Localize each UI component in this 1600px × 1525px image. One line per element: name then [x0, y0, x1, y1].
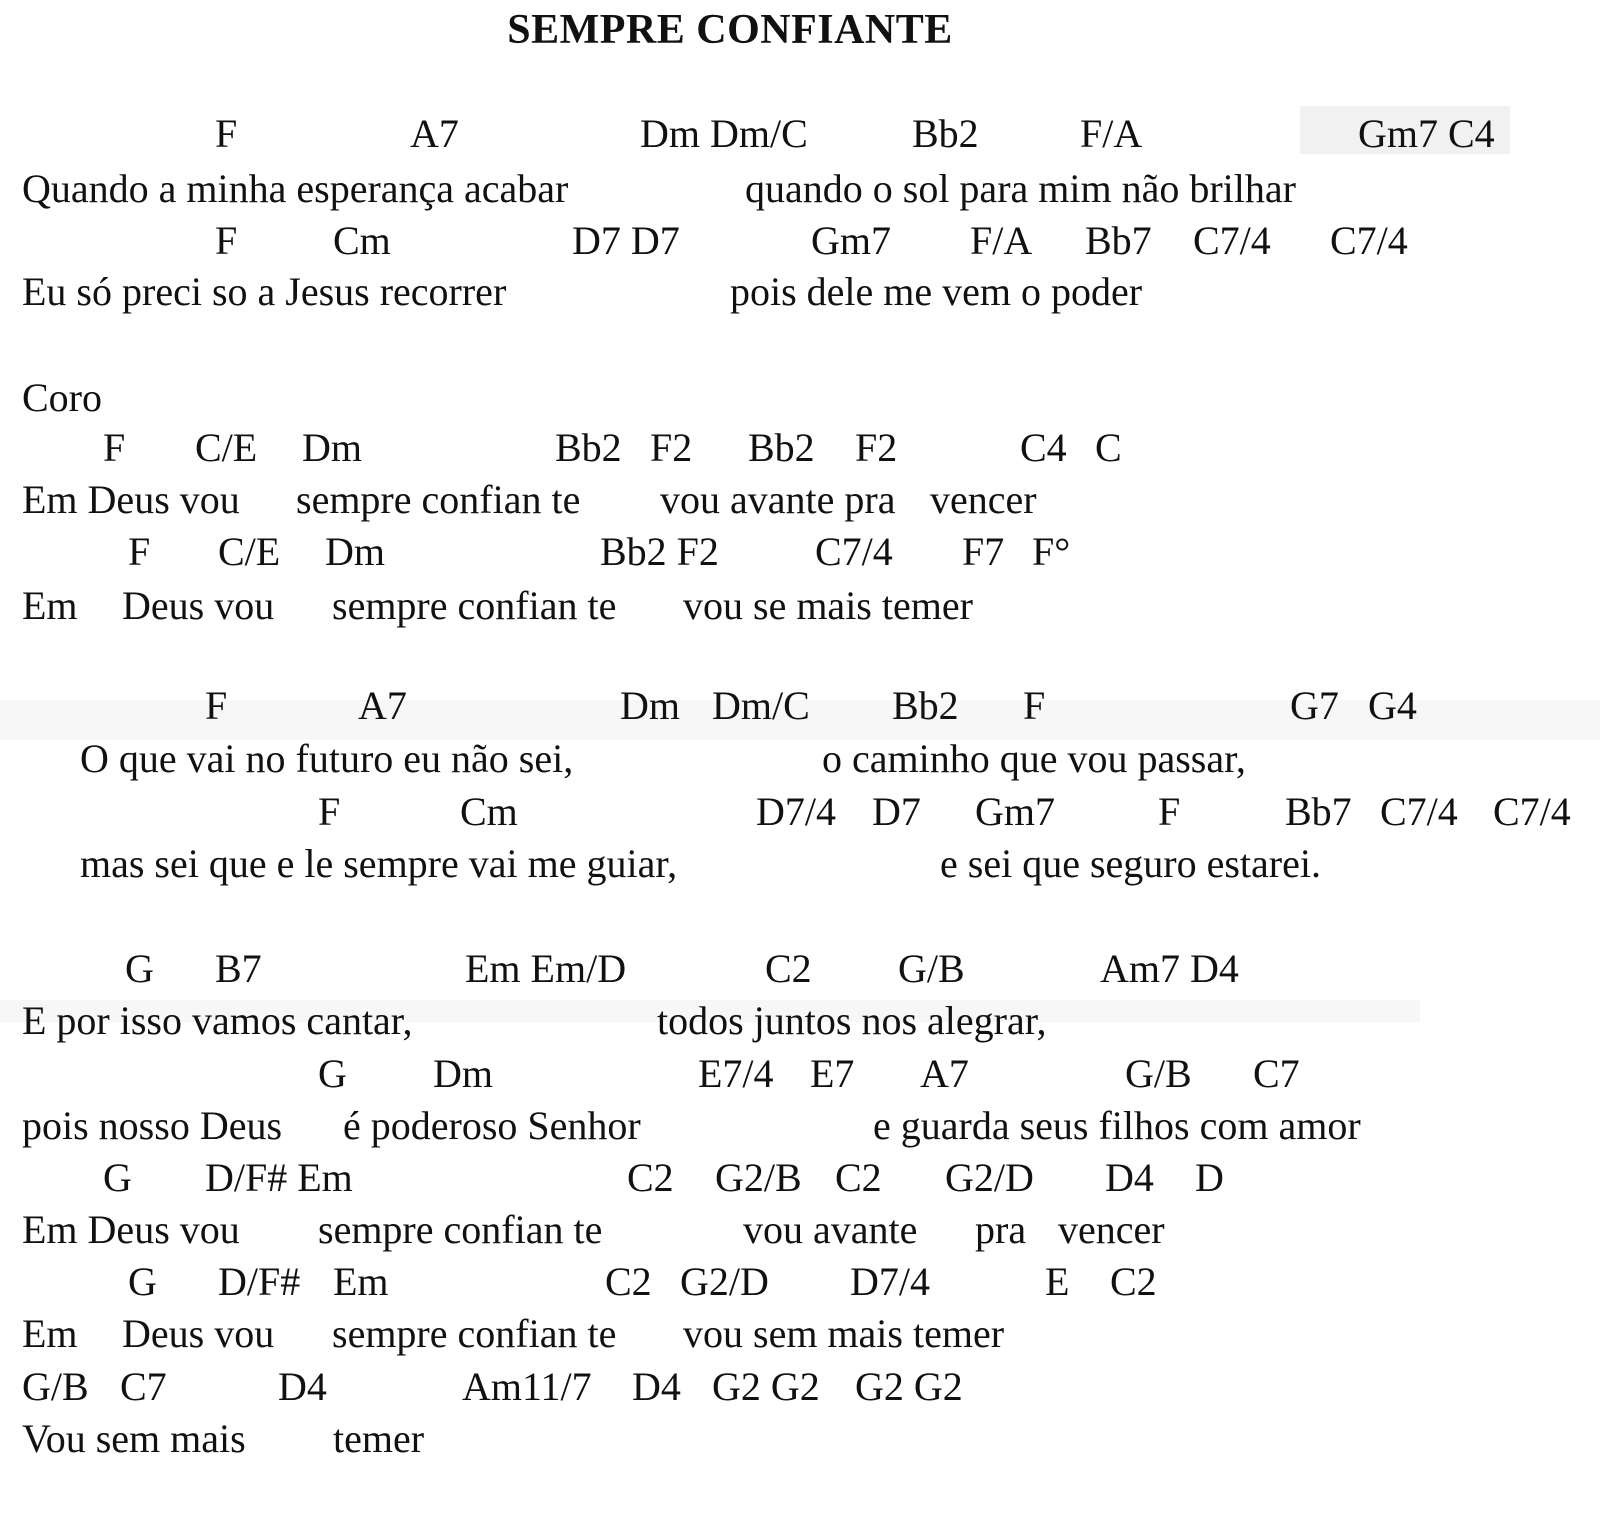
chord: C/E — [218, 529, 281, 574]
lyric-segment: vou se mais temer — [683, 583, 973, 628]
lyric-segment: Eu só preci so a Jesus recorrer — [22, 269, 507, 314]
chord: F — [128, 529, 151, 574]
lyric-segment: vou sem mais temer — [683, 1311, 1005, 1356]
lyric-segment: Quando a minha esperança acabar — [22, 166, 569, 211]
lyric-line — [0, 1310, 1005, 1358]
chord: C7/4 — [1380, 789, 1458, 834]
chord: F — [215, 111, 238, 156]
chord: A7 — [920, 1051, 969, 1096]
lyric-segment: Em — [22, 1311, 78, 1356]
lyric-segment: pois dele me vem o poder — [730, 269, 1143, 314]
chord: Dm/C — [712, 683, 810, 728]
chorus-label: Coro — [22, 375, 102, 420]
chord: D — [1195, 1155, 1224, 1200]
lyric-line — [0, 582, 973, 630]
chord: C2 — [605, 1259, 652, 1304]
chord-line — [0, 682, 1417, 730]
chord: Bb2 F2 — [600, 529, 719, 574]
chord: D4 — [278, 1364, 327, 1409]
lyric-segment: pra — [975, 1207, 1027, 1252]
chord: Em — [333, 1259, 389, 1304]
lyric-segment: pois nosso Deus — [22, 1103, 283, 1148]
chord: C2 — [835, 1155, 882, 1200]
lyric-segment: todos juntos nos alegrar, — [657, 998, 1047, 1043]
chord: G — [103, 1155, 132, 1200]
chord: F — [215, 218, 238, 263]
chord: D7 D7 — [572, 218, 680, 263]
chord: D/F# Em — [205, 1155, 353, 1200]
chord-line — [0, 1050, 1300, 1098]
chord: F/A — [1080, 111, 1143, 156]
lyric-line — [0, 476, 1037, 524]
chord: G2/D — [680, 1259, 769, 1304]
chord: F° — [1032, 529, 1071, 574]
chord: D7/4 — [756, 789, 836, 834]
chord: G — [125, 946, 154, 991]
chord: C2 — [765, 946, 812, 991]
chord: C2 — [627, 1155, 674, 1200]
chord: Bb2 — [912, 111, 979, 156]
chord: G2/D — [945, 1155, 1034, 1200]
chord: C7 — [1253, 1051, 1300, 1096]
lyric-segment: O que vai no futuro eu não sei, — [80, 736, 574, 781]
chord: C2 — [1110, 1259, 1157, 1304]
lyric-segment: quando o sol para mim não brilhar — [745, 166, 1296, 211]
chord: Bb7 — [1285, 789, 1352, 834]
chord: Gm7 — [811, 218, 891, 263]
chord: Gm7 — [975, 789, 1055, 834]
lyric-segment: o caminho que vou passar, — [822, 736, 1246, 781]
chord: Gm7 C4 — [1358, 111, 1495, 156]
chord: D4 — [1105, 1155, 1154, 1200]
chord: D/F# — [218, 1259, 301, 1304]
chord: F — [103, 425, 126, 470]
chord-line — [0, 788, 1571, 836]
lyric-segment: Vou sem mais — [22, 1416, 246, 1461]
chord: Dm — [620, 683, 680, 728]
lyric-segment: é poderoso Senhor — [343, 1103, 641, 1148]
chord: Cm — [460, 789, 518, 834]
lyric-line — [0, 997, 1047, 1045]
lyric-segment: sempre confian te — [332, 583, 617, 628]
chord: Em Em/D — [465, 946, 627, 991]
chord: C7/4 — [815, 529, 893, 574]
lyric-segment: mas sei que e le sempre vai me guiar, — [80, 841, 678, 886]
chord: C4 — [1020, 425, 1067, 470]
chord: G/B — [898, 946, 965, 991]
chord: G4 — [1368, 683, 1417, 728]
lyric-line — [0, 165, 1296, 213]
lyric-segment: sempre confian te — [318, 1207, 603, 1252]
chord: D4 — [632, 1364, 681, 1409]
chord: Bb2 — [555, 425, 622, 470]
lyric-line — [0, 1206, 1165, 1254]
chord: F — [1023, 683, 1046, 728]
chord: F/A — [970, 218, 1033, 263]
chord: F — [318, 789, 341, 834]
chord: Bb2 — [892, 683, 959, 728]
lyric-segment: e sei que seguro estarei. — [940, 841, 1321, 886]
chord: G/B — [1125, 1051, 1192, 1096]
chord-line — [0, 1154, 1224, 1202]
song-title: SEMPRE CONFIANTE — [507, 7, 953, 53]
lyric-line — [0, 1102, 1361, 1150]
chord: F2 — [650, 425, 693, 470]
chord: Dm Dm/C — [640, 111, 808, 156]
chord-line — [0, 217, 1408, 265]
chord: A7 — [410, 111, 459, 156]
chord: C7 — [120, 1364, 167, 1409]
lyric-segment: vou avante pra — [660, 477, 896, 522]
chord: C/E — [195, 425, 258, 470]
chord: Dm — [433, 1051, 493, 1096]
lyric-line — [0, 1415, 425, 1463]
chord: C7/4 — [1330, 218, 1408, 263]
lyric-segment: E por isso vamos cantar, — [22, 998, 413, 1043]
chord: G2/B — [715, 1155, 802, 1200]
chord-line — [0, 1258, 1157, 1306]
chord: Bb2 — [748, 425, 815, 470]
chord: C7/4 — [1493, 789, 1571, 834]
chord: Am11/7 — [462, 1364, 592, 1409]
chord-line — [0, 945, 1239, 993]
chord-line — [0, 424, 1122, 472]
lyric-segment: e guarda seus filhos com amor — [873, 1103, 1361, 1148]
lyric-segment: Em Deus vou — [22, 477, 240, 522]
chord: F7 — [962, 529, 1005, 574]
lyric-line — [0, 735, 1246, 783]
chord: E — [1045, 1259, 1070, 1304]
lyric-segment: vencer — [1058, 1207, 1165, 1252]
chord: G — [128, 1259, 157, 1304]
chord-line — [0, 110, 1495, 158]
chord: C — [1095, 425, 1122, 470]
chord: G2 G2 — [855, 1364, 963, 1409]
chord: Dm — [302, 425, 362, 470]
chord: Cm — [333, 218, 391, 263]
chord: F — [205, 683, 228, 728]
chord: D7/4 — [850, 1259, 930, 1304]
lyric-segment: vou avante — [743, 1207, 918, 1252]
lyric-segment: temer — [333, 1416, 425, 1461]
chord: B7 — [215, 946, 262, 991]
chord: G — [318, 1051, 347, 1096]
lyric-line — [0, 840, 1321, 888]
chord: G/B — [22, 1364, 89, 1409]
chord: A7 — [358, 683, 407, 728]
chord: G7 — [1290, 683, 1339, 728]
lyric-segment: Deus vou — [122, 1311, 275, 1356]
chord: Am7 D4 — [1100, 946, 1239, 991]
chord: F2 — [855, 425, 898, 470]
lyric-line — [0, 268, 1143, 316]
chord: C7/4 — [1193, 218, 1271, 263]
lyric-segment: vencer — [930, 477, 1037, 522]
lyric-segment: Em Deus vou — [22, 1207, 240, 1252]
lyric-segment: sempre confian te — [296, 477, 581, 522]
chord: Dm — [325, 529, 385, 574]
lyric-segment: sempre confian te — [332, 1311, 617, 1356]
lyric-segment: Deus vou — [122, 583, 275, 628]
chord: F — [1158, 789, 1181, 834]
chord: Bb7 — [1085, 218, 1152, 263]
chord: G2 G2 — [712, 1364, 820, 1409]
chord: E7 — [810, 1051, 855, 1096]
lyric-segment: Em — [22, 583, 78, 628]
chord-line — [0, 528, 1071, 576]
chord-line — [0, 1363, 963, 1411]
chord: E7/4 — [698, 1051, 774, 1096]
chord: D7 — [872, 789, 921, 834]
